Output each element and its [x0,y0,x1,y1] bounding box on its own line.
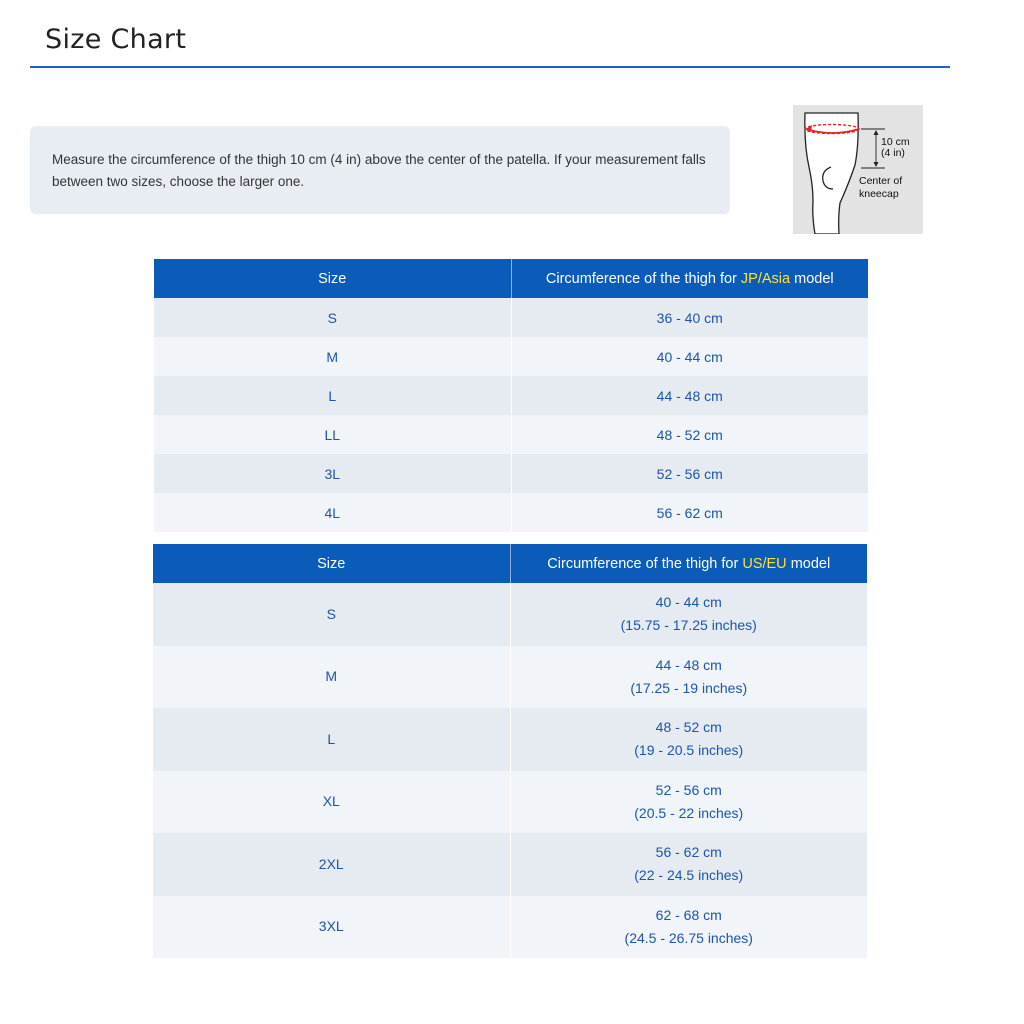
size-cell: S [153,583,510,646]
page-title: Size Chart [45,24,187,55]
circumference-cell [510,646,867,709]
circumference-cm: 56 - 62 cm [655,844,722,861]
header-size: Size [153,544,510,583]
circumference-inches: (22 - 24.5 inches) [634,867,744,884]
size-cell: 3L [154,454,511,493]
size-cell: L [153,708,510,771]
header-circumference [510,544,867,583]
circumference-cell: 52 - 56 cm [511,454,868,493]
circumference-cm: 52 - 56 cm [655,781,722,798]
table-row [154,298,868,337]
size-table-jp-asia [154,259,868,532]
header-region-highlight: JP/Asia [740,270,791,287]
header-circumference-prefix: Circumference of the thigh for [545,270,741,287]
circumference-cell: 40 - 44 cm [511,337,868,376]
header-circumference-suffix: model [786,555,831,572]
circumference-cm: 48 - 52 cm [655,719,722,736]
header-circumference-prefix: Circumference of the thigh for [547,555,743,572]
size-cell: 3XL [153,896,510,959]
table-header-row [154,259,868,298]
circumference-cell [510,896,867,959]
table-row [154,415,868,454]
header-circumference [511,259,868,298]
circumference-cell [510,583,867,646]
title-divider [30,66,950,68]
size-table-us-eu [153,544,867,958]
circumference-inches: (24.5 - 26.75 inches) [624,929,753,946]
table-row [153,646,867,709]
circumference-cell [510,771,867,834]
circumference-cell: 36 - 40 cm [511,298,868,337]
table-row [153,708,867,771]
header-region-highlight: US/EU [742,555,787,572]
table-header-row [153,544,867,583]
table-row [153,583,867,646]
circumference-cell: 44 - 48 cm [511,376,868,415]
size-cell: L [154,376,511,415]
circumference-cm: 40 - 44 cm [655,594,722,611]
table-row [153,833,867,896]
circumference-cell [510,833,867,896]
leg-illustration [793,105,923,234]
header-size: Size [154,259,511,298]
circumference-inches: (15.75 - 17.25 inches) [620,617,757,634]
knee-measurement-diagram [793,105,923,234]
diagram-kneecap-label: Center of [859,175,903,187]
circumference-inches: (20.5 - 22 inches) [634,804,744,821]
measurement-note-text: Measure the circumference of the thigh 10 cm (4 in) above the center of the patella. If your measurement falls between two sizes, choose the larger one. [52,152,706,189]
measurement-note [30,126,730,214]
table-row [154,493,868,532]
diagram-distance-label-inches: (4 in) [881,147,905,159]
size-cell: LL [154,415,511,454]
circumference-cell: 48 - 52 cm [511,415,868,454]
header-circumference-suffix: model [790,270,834,287]
table-row [154,337,868,376]
table-row [153,896,867,959]
circumference-cell: 56 - 62 cm [511,493,868,532]
size-cell: S [154,298,511,337]
size-cell: 2XL [153,833,510,896]
circumference-cm: 62 - 68 cm [655,906,722,923]
table-row [154,376,868,415]
diagram-kneecap-label-2: kneecap [859,188,899,200]
size-cell: 4L [154,493,511,532]
size-cell: M [153,646,510,709]
size-cell: XL [153,771,510,834]
circumference-cm: 44 - 48 cm [655,656,722,673]
circumference-inches: (17.25 - 19 inches) [630,679,748,696]
table-row [154,454,868,493]
table-row [153,771,867,834]
diagram-distance-label: 10 cm [881,136,910,148]
circumference-cell [510,708,867,771]
circumference-inches: (19 - 20.5 inches) [634,742,744,759]
size-cell: M [154,337,511,376]
